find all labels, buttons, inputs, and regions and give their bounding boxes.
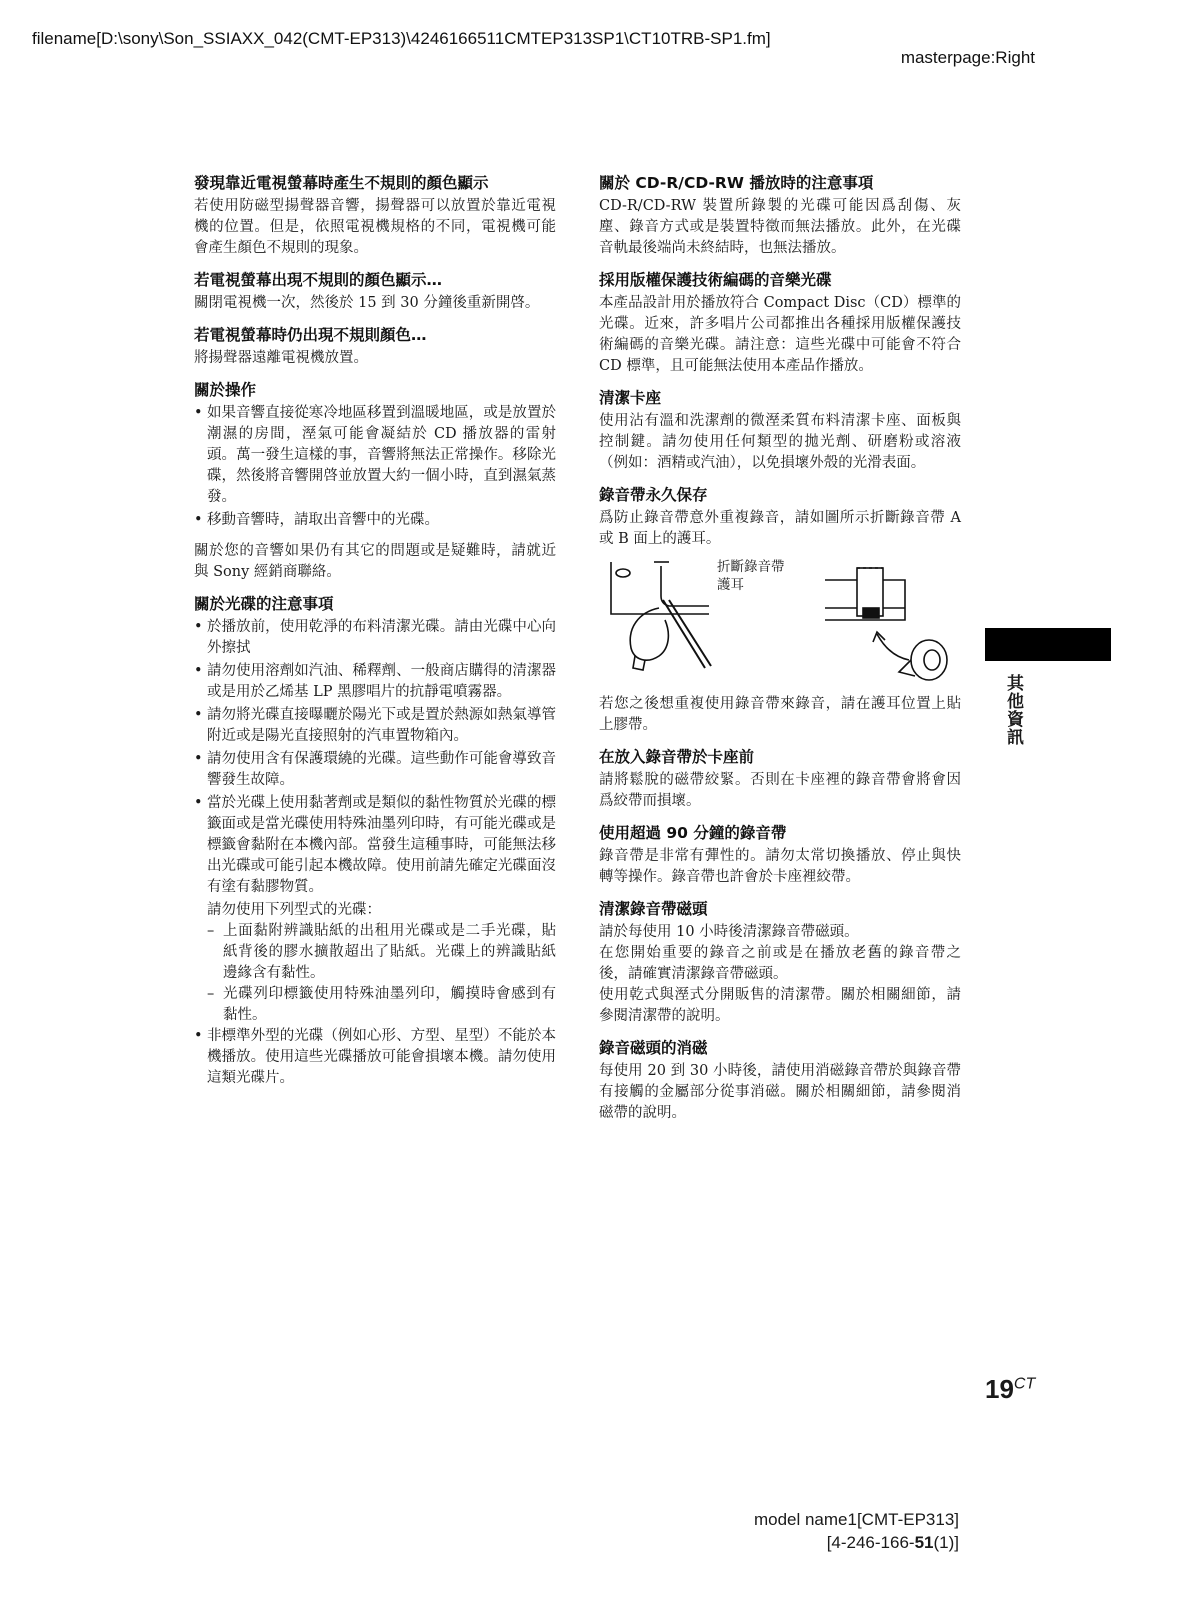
- dash-item: – 上面黏附辨識貼紙的出租用光碟或是二手光碟，貼紙背後的膠水擴散超出了貼紙。光碟上的辨識貼紙邊緣含有黏性。: [194, 921, 556, 984]
- bullet-item: • 非標準外型的光碟（例如心形、方型、星型）不能於本機播放。使用這些光碟播放可能會損壞本機。請勿使用這類光碟片。: [194, 1026, 556, 1089]
- section-copy-protect: [599, 269, 961, 377]
- bullet-sub-text: 請勿使用下列型式的光碟：: [207, 902, 381, 918]
- section-title: 若電視螢幕時仍出現不規則顏色…: [194, 326, 427, 344]
- right-column: [599, 172, 961, 1134]
- section-tv-color: [194, 172, 556, 259]
- section-cdr: [599, 172, 961, 259]
- left-column: [194, 172, 556, 1099]
- section-title: 使用超過 90 分鐘的錄音帶: [599, 824, 787, 842]
- section-body: 本產品設計用於播放符合 Compact Disc（CD）標準的光碟。近來，許多唱片公司都推出各種採用版權保護技術編碼的音樂光碟。請注意：這些光碟中可能會不符合 CD 標準，且可能無法使用本產品作播放。: [599, 295, 961, 374]
- section-title: 在放入錄音帶於卡座前: [599, 748, 755, 766]
- figure-label-line2: 護耳: [717, 577, 744, 593]
- section-body: 使用乾式與溼式分開販售的清潔帶。關於相關細節，請參閱清潔帶的說明。: [599, 987, 961, 1024]
- section-body-2: 若您之後想重複使用錄音帶來錄音，請在護耳位置上貼上膠帶。: [599, 696, 961, 733]
- section-body: 將揚聲器遠離電視機放置。: [194, 350, 368, 366]
- page-number: [985, 1374, 1035, 1405]
- bullet-item: • 當於光碟上使用黏著劑或是類似的黏性物質於光碟的標籤面或是當光碟使用特殊油墨列印時，有可能光碟或是標籤會黏附在本機內部。當發生這種事時，可能無法移出光碟或可能引起本機故障。使用前請先確定光碟面沒有塗有黏膠物質。: [194, 793, 556, 898]
- section-body: 爲防止錄音帶意外重複錄音，請如圖所示折斷錄音帶 A 或 B 面上的護耳。: [599, 510, 961, 547]
- section-title: 清潔卡座: [599, 389, 662, 407]
- model-line-1: model name1[CMT-EP313]: [753, 1510, 959, 1529]
- section-title: 關於光碟的注意事項: [194, 595, 334, 613]
- cassette-tab-figure: [599, 556, 961, 686]
- section-demagnetize: [599, 1037, 961, 1124]
- section-body: 使用沾有溫和洗潔劑的微溼柔質布料清潔卡座、面板與控制鍵。請勿使用任何類型的拋光劑、研磨粉或溶液（例如：酒精或汽油），以免損壞外殼的光滑表面。: [599, 413, 961, 471]
- section-operation: [194, 379, 556, 583]
- figure-label-line1: 折斷錄音帶: [717, 559, 785, 575]
- section-body: 錄音帶是非常有彈性的。請勿太常切換播放、停止與快轉等操作。錄音帶也許會於卡座裡絞帶。: [599, 848, 961, 885]
- section-clean-deck: [599, 387, 961, 474]
- section-long-tapes: [599, 822, 961, 888]
- section-body: 請於每使用 10 小時後清潔錄音帶磁頭。: [599, 924, 859, 940]
- section-body: CD-R/CD-RW 裝置所錄製的光碟可能因爲刮傷、灰塵、錄音方式或是裝置特徵而無法播放。此外，在光碟音軌最後端尚未終結時，也無法播放。: [599, 198, 961, 256]
- section-tape-protect: [599, 484, 961, 736]
- section-body: 關閉電視機一次，然後於 15 到 30 分鐘後重新開啓。: [194, 295, 540, 311]
- model-line-2-suffix: (1)]: [933, 1533, 959, 1552]
- bullet-item: • 請勿使用含有保護環繞的光碟。這些動作可能會導致音響發生故障。: [194, 749, 556, 791]
- section-body: 請將鬆脫的磁帶絞緊。否則在卡座裡的錄音帶會將會因爲絞帶而損壞。: [599, 772, 961, 809]
- section-title: 錄音帶永久保存: [599, 486, 708, 504]
- section-clean-heads: [599, 898, 961, 1027]
- bullet-item: • 請勿使用溶劑如汽油、稀釋劑、一般商店購得的清潔器或是用於乙烯基 LP 黑膠唱片的抗靜電噴霧器。: [194, 661, 556, 703]
- section-title: 若電視螢幕出現不規則的顏色顯示…: [194, 271, 443, 289]
- header-masterpage: masterpage:Right: [900, 48, 1035, 67]
- side-tab-label: 其他資訊: [1003, 674, 1023, 746]
- dash-item: – 光碟列印標籤使用特殊油墨列印，觸摸時會感到有黏性。: [194, 984, 556, 1026]
- section-body: 關於您的音響如果仍有其它的問題或是疑難時，請就近與 Sony 經銷商聯絡。: [194, 543, 556, 580]
- model-info: [754, 1508, 959, 1554]
- page-number-suffix: CT: [1013, 1375, 1036, 1393]
- section-body: 每使用 20 到 30 小時後，請使用消磁錄音帶於與錄音帶有接觸的金屬部分從事消磁。關於相關細節，請參閱消磁帶的說明。: [599, 1063, 961, 1121]
- section-title: 關於操作: [194, 381, 257, 399]
- section-disc-notes: [194, 593, 556, 1089]
- section-before-insert: [599, 746, 961, 812]
- section-title: 錄音磁頭的消磁: [599, 1039, 708, 1057]
- header-filename: filename[D:\sony\Son_SSIAXX_042(CMT-EP313)\4246166511CMTEP313SP1\CT10TRB-SP1.fm]: [32, 29, 771, 48]
- figure-label: [717, 558, 785, 594]
- section-title: 採用版權保護技術編碼的音樂光碟: [599, 271, 832, 289]
- section-title: 關於 CD-R/CD-RW 播放時的注意事項: [599, 174, 874, 192]
- side-tab-bar: [985, 628, 1111, 661]
- page-number-value: 19: [985, 1374, 1014, 1404]
- bullet-item: • 於播放前，使用乾淨的布料清潔光碟。請由光碟中心向外擦拭: [194, 617, 556, 659]
- section-tv-color-persist: [194, 324, 556, 369]
- section-title: 清潔錄音帶磁頭: [599, 900, 708, 918]
- section-tv-color-fix: [194, 269, 556, 314]
- model-line-2: [754, 1531, 959, 1554]
- section-title: 發現靠近電視螢幕時產生不規則的顏色顯示: [194, 174, 489, 192]
- bullet-item: • 移動音響時，請取出音響中的光碟。: [194, 510, 556, 531]
- bullet-item: • 請勿將光碟直接曝曬於陽光下或是置於熱源如熱氣導管附近或是陽光直接照射的汽車置物箱內。: [194, 705, 556, 747]
- bullet-item: • 如果音響直接從寒冷地區移置到溫暖地區，或是放置於潮濕的房間，溼氣可能會凝結於 CD 播放器的雷射頭。萬一發生這樣的事，音響將無法正常操作。移除光碟，然後將音響開啓並放置大約一個小時，直到濕氣蒸發。: [194, 403, 556, 508]
- section-body: 在您開始重要的錄音之前或是在播放老舊的錄音帶之後，請確實清潔錄音帶磁頭。: [599, 945, 961, 982]
- model-line-2-bold: 51: [914, 1533, 934, 1552]
- section-body: 若使用防磁型揚聲器音響，揚聲器可以放置於靠近電視機的位置。但是，依照電視機規格的不同，電視機可能會產生顏色不規則的現象。: [194, 198, 556, 256]
- model-line-2-prefix: [4-246-166-: [826, 1533, 915, 1552]
